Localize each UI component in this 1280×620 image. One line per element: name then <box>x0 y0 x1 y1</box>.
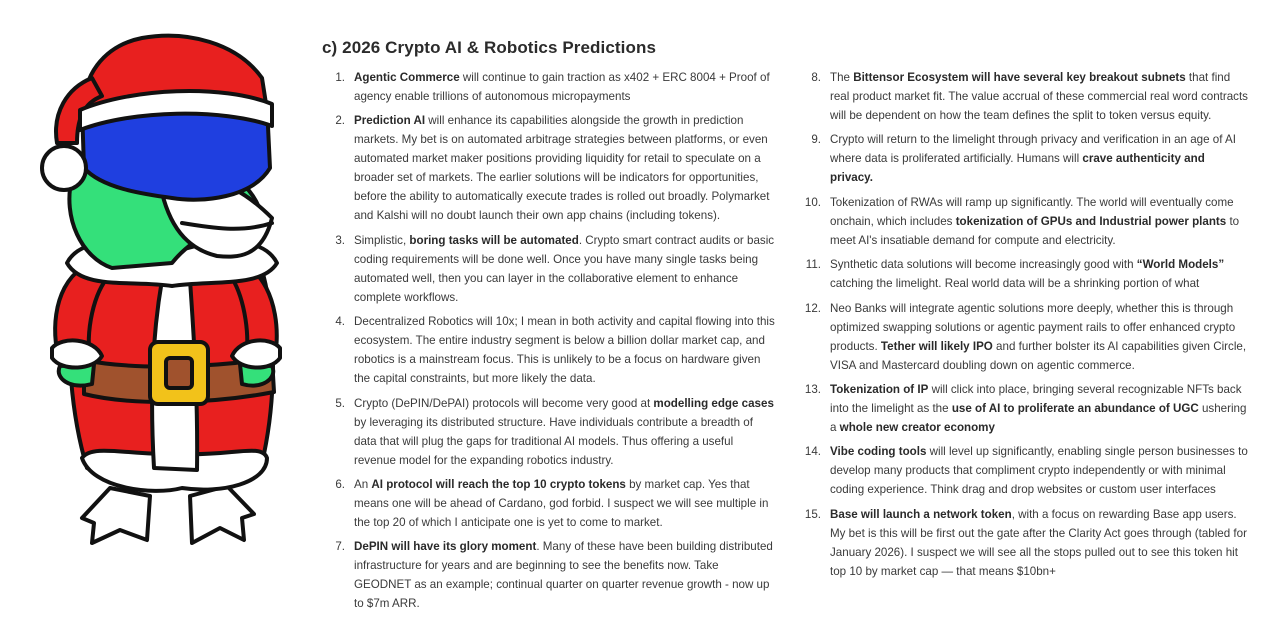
item-text <box>821 68 1248 125</box>
body-text: Neo Banks will integrate agentic solutions more deeply, whether this is through optimized swapping solutions or agentic payment rails to offer enhanced crypto products. <box>830 301 1236 353</box>
emphasis-text: Agentic Commerce <box>354 71 460 84</box>
item-number: 6. <box>335 477 345 491</box>
item-number: 9. <box>811 133 821 147</box>
list-item <box>798 299 1248 375</box>
item-text <box>821 130 1248 187</box>
item-number: 5. <box>335 396 345 410</box>
list-item <box>322 537 777 613</box>
list-item <box>798 255 1248 293</box>
item-number: 1. <box>335 71 345 84</box>
item-text <box>821 380 1248 437</box>
emphasis-text: Vibe coding tools <box>830 445 927 459</box>
list-item <box>798 68 1248 125</box>
emphasis-text: crave authenticity and privacy. <box>830 152 1205 185</box>
page-title: c) 2026 Crypto AI & Robotics Predictions <box>322 38 656 57</box>
item-text <box>821 442 1248 499</box>
item-number: 7. <box>335 540 345 554</box>
body-text: to meet AI's insatiable demand for compute and electricity. <box>830 214 1240 247</box>
list-item <box>798 442 1248 499</box>
body-text: by market cap. Yes that means one will be ahead of Cardano, god forbid. I suspect we will see multiple in the top 20 of which I anticipate one is yet to come to market. <box>354 477 769 529</box>
body-text: will continue to gain traction as x402 + ERC 8004 + Proof of agency enable trillions of autonomous micropayments <box>354 71 770 103</box>
body-text: Synthetic data solutions will become increasingly good with <box>830 258 1137 272</box>
list-item <box>322 111 777 225</box>
item-text <box>821 193 1248 250</box>
item-text <box>345 68 777 106</box>
item-number: 10. <box>804 195 821 209</box>
emphasis-text: AI protocol will reach the top 10 crypto tokens <box>371 477 626 491</box>
item-text <box>345 537 777 613</box>
emphasis-text: boring tasks will be automated <box>409 233 579 247</box>
body-text: Crypto (DePIN/DePAI) protocols will become very good at <box>354 396 654 410</box>
item-text <box>821 255 1248 293</box>
item-text <box>345 231 777 307</box>
body-text: ushering a <box>830 401 1247 434</box>
body-text: An <box>354 477 372 491</box>
body-text: by leveraging its distributed structure. Have individuals contribute a breadth of data that will plug the gaps for traditional AI models. Thus offering a useful revenue model for the expanding robotics industry. <box>354 415 753 467</box>
body-text: . Many of these have been building distributed infrastructure for years and are beginning to see the benefits now. Take GEODNET as an example; continual quarter on quarter revenue growth - now up to $7m ARR. <box>354 540 773 611</box>
body-text: and further bolster its AI capabilities given Circle, VISA and Mastercard doubling down on agentic commerce. <box>830 339 1247 372</box>
predictions-list-left <box>322 68 777 619</box>
emphasis-text: tokenization of GPUs and Industrial power plants <box>955 214 1227 228</box>
item-number: 14. <box>804 445 821 459</box>
item-text <box>345 312 777 388</box>
item-number: 11. <box>805 258 821 272</box>
item-text <box>345 394 777 470</box>
emphasis-text: Bittensor Ecosystem will have several key breakout subnets <box>853 71 1186 84</box>
emphasis-text: “World Models” <box>1136 258 1225 272</box>
emphasis-text: Tokenization of IP <box>830 382 929 396</box>
item-number: 3. <box>335 233 345 247</box>
hat-pompom <box>42 146 86 190</box>
emphasis-text: modelling edge cases <box>653 396 774 410</box>
emphasis-text: whole new creator economy <box>839 420 995 434</box>
list-item <box>798 130 1248 187</box>
body-text: Crypto will return to the limelight through privacy and verification in an age of AI where data is proliferated artificially. Humans will <box>830 133 1236 166</box>
item-text <box>821 299 1248 375</box>
emphasis-text: DePIN will have its glory moment <box>354 540 537 554</box>
list-item <box>798 505 1248 581</box>
emphasis-text: use of AI to proliferate an abundance of UGC <box>951 401 1199 415</box>
body-text: Tokenization of RWAs will ramp up significantly. The world will eventually come onchain, which includes <box>830 195 1234 228</box>
body-text: will level up significantly, enabling single person businesses to develop many products that compliment crypto independently or with minimal coding experience. Think drag and drop websites or custom user interfaces <box>830 445 1248 497</box>
body-text: will enhance its capabilities alongside the growth in prediction markets. My bet is on automated arbitrage strategies between platforms, or even automated market maker positions providing liquidity for retail to speculate on a broader set of markets. The earlier solutions will be indicators for opportunities, before the ability to automatically execute trades is rolled out broadly. Polymarket and Kalshi will no doubt launch their own app chains (including tokens). <box>354 114 770 223</box>
item-number: 15. <box>804 507 821 521</box>
item-number: 13. <box>804 382 821 396</box>
body-text: , with a focus on rewarding Base app users. My bet is this will be first out the gate after the Clarity Act goes through (tabled for January 2026). I suspect we will see all the stops pulled out to see this token hit top 10 by market cap — that means $10bn+ <box>830 507 1247 578</box>
list-item <box>322 312 777 388</box>
item-text <box>345 111 777 225</box>
body-text: The <box>830 71 854 84</box>
item-text <box>345 475 777 532</box>
body-text: catching the limelight. Real world data will be a shrinking portion of what <box>830 277 1200 291</box>
right-foot <box>190 486 254 543</box>
list-item <box>798 193 1248 250</box>
body-text: . Crypto smart contract audits or basic coding requirements will be done well. Once you have many single tasks being automated well, then you can layer in the collaborative element to enhance complete workflows. <box>354 233 775 304</box>
left-foot <box>82 488 150 543</box>
body-text: that find real product market fit. The value accrual of these commercial real word contracts will be dependent on how the team defines the split to token versus equity. <box>830 71 1248 122</box>
list-item <box>798 380 1248 437</box>
item-number: 12. <box>804 301 821 315</box>
santa-penguin-illustration <box>22 18 307 573</box>
body-text: Simplistic, <box>354 233 410 247</box>
item-number: 4. <box>335 315 345 329</box>
item-number: 8. <box>811 71 821 84</box>
list-item <box>322 231 777 307</box>
body-text: will click into place, bringing several recognizable NFTs back into the limelight as the <box>830 382 1242 415</box>
list-item <box>322 394 777 470</box>
list-item <box>322 475 777 532</box>
body-text: Decentralized Robotics will 10x; I mean in both activity and capital flowing into this ecosystem. The entire industry segment is below a billion dollar market cap, and robotics is a mainstream focus. This is unlikely to be a focus on hardware given the capital constraints, but more likely the data. <box>354 315 775 386</box>
predictions-list-right <box>798 68 1248 586</box>
list-item <box>322 68 777 106</box>
emphasis-text: Tether will likely IPO <box>880 339 993 353</box>
item-number: 2. <box>335 114 345 128</box>
item-text <box>821 505 1248 581</box>
emphasis-text: Prediction AI <box>354 114 426 128</box>
emphasis-text: Base will launch a network token <box>830 507 1012 521</box>
